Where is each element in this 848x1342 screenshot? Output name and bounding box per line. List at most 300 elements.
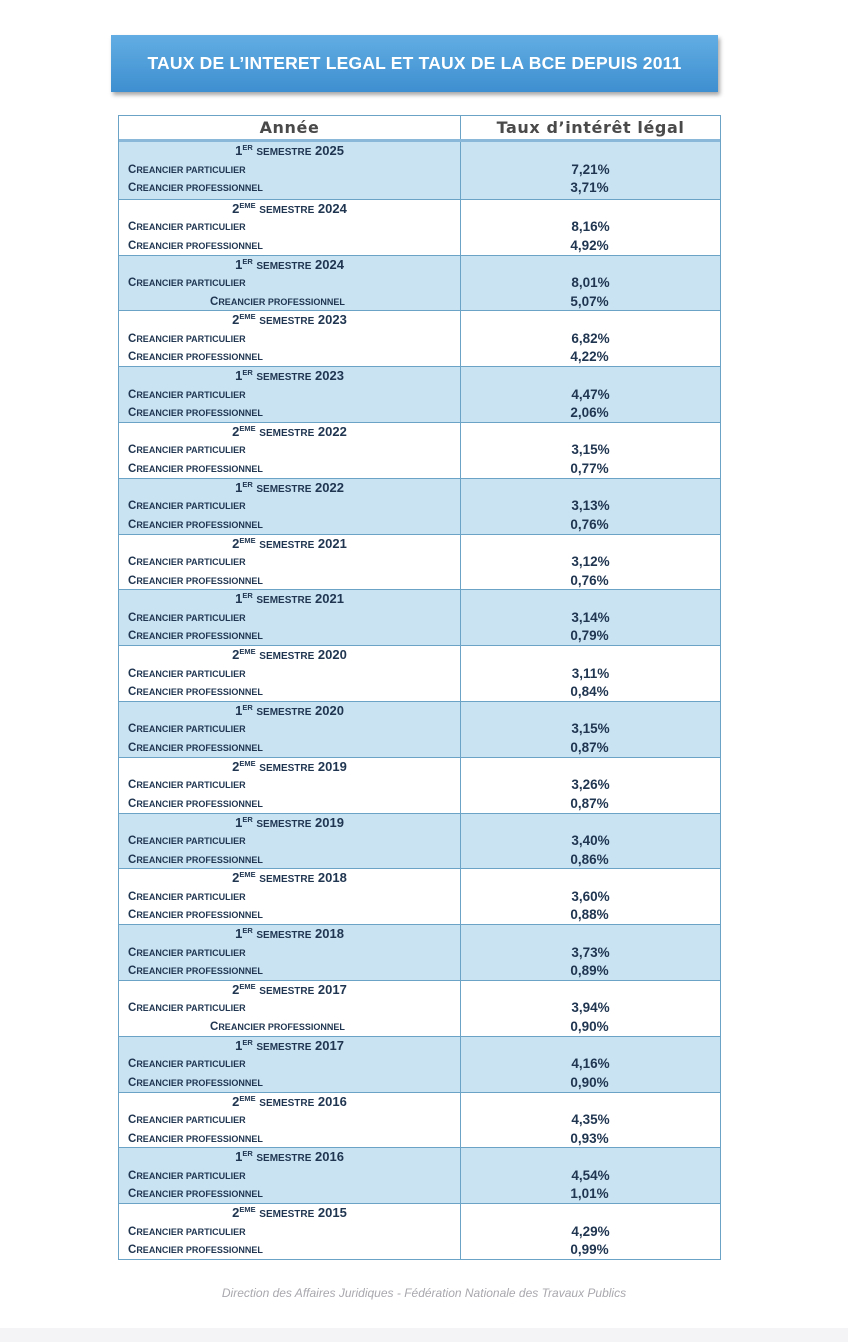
creditor-particulier-label bbox=[128, 999, 246, 1018]
rate-professionnel: 2,06% bbox=[570, 405, 609, 421]
creditor-rest: REANCIER PROFESSIONNEL bbox=[136, 463, 263, 474]
creditor-professionnel-label bbox=[128, 1185, 263, 1204]
period-year: 2019 bbox=[315, 814, 344, 830]
rate-professionnel: 3,71% bbox=[570, 180, 609, 195]
creditor-rest: REANCIER PARTICULIER bbox=[136, 389, 246, 400]
rate-particulier: 4,47% bbox=[571, 386, 610, 402]
rate-particulier: 3,15% bbox=[571, 442, 610, 458]
period-label bbox=[119, 1148, 460, 1167]
creditor-initial: C bbox=[128, 574, 137, 587]
creditor-rest: REANCIER PROFESSIONNEL bbox=[136, 798, 263, 809]
creditor-initial: C bbox=[128, 163, 137, 176]
period-rate-cell bbox=[461, 646, 720, 701]
period-block bbox=[119, 310, 720, 366]
period-word: SEMESTRE bbox=[259, 204, 315, 216]
creditor-initial: C bbox=[128, 351, 137, 364]
period-year-cell bbox=[119, 869, 461, 924]
creditor-rest: REANCIER PROFESSIONNEL bbox=[136, 575, 263, 586]
period-block bbox=[119, 1036, 720, 1092]
period-rate-cell bbox=[461, 479, 720, 534]
creditor-initial: C bbox=[128, 630, 137, 643]
period-rate-cell bbox=[461, 423, 720, 478]
creditor-initial: C bbox=[128, 221, 137, 234]
creditor-rest: REANCIER PROFESSIONNEL bbox=[136, 519, 263, 530]
period-ordinal-suffix: EME bbox=[239, 1093, 256, 1103]
creditor-rest: REANCIER PARTICULIER bbox=[136, 557, 246, 568]
period-ordinal: 2 bbox=[232, 423, 240, 439]
rate-professionnel: 1,01% bbox=[570, 1186, 609, 1202]
period-ordinal-suffix: ER bbox=[242, 143, 253, 152]
period-ordinal: 2 bbox=[232, 981, 240, 997]
period-year-cell bbox=[119, 981, 461, 1036]
creditor-initial: C bbox=[128, 909, 137, 922]
creditor-initial: C bbox=[128, 182, 137, 194]
period-block bbox=[119, 980, 720, 1036]
period-rate-cell bbox=[461, 590, 720, 645]
period-year-cell bbox=[119, 142, 461, 199]
creditor-rest: REANCIER PARTICULIER bbox=[136, 836, 246, 847]
period-word: SEMESTRE bbox=[256, 1153, 312, 1165]
period-block bbox=[119, 1203, 720, 1259]
creditor-initial: C bbox=[128, 835, 137, 848]
period-ordinal: 2 bbox=[232, 1205, 240, 1221]
creditor-initial: C bbox=[210, 1020, 219, 1033]
creditor-initial: C bbox=[128, 407, 137, 420]
table-body bbox=[119, 142, 720, 1259]
period-ordinal: 2 bbox=[232, 758, 240, 774]
creditor-professionnel-label bbox=[210, 293, 345, 312]
rate-professionnel: 0,99% bbox=[570, 1242, 609, 1258]
creditor-initial: C bbox=[128, 1132, 137, 1145]
creditor-initial: C bbox=[128, 1058, 137, 1071]
creditor-initial: C bbox=[128, 1076, 137, 1089]
period-block bbox=[119, 645, 720, 701]
rate-professionnel: 0,84% bbox=[570, 684, 609, 700]
creditor-particulier-label bbox=[128, 1223, 246, 1242]
period-word: SEMESTRE bbox=[259, 427, 315, 439]
period-label bbox=[119, 367, 460, 386]
creditor-rest: REANCIER PROFESSIONNEL bbox=[136, 1245, 263, 1256]
period-year: 2022 bbox=[317, 423, 347, 439]
period-word: SEMESTRE bbox=[256, 1041, 312, 1053]
rate-particulier: 8,01% bbox=[571, 275, 610, 291]
creditor-initial: C bbox=[128, 1188, 137, 1201]
period-block bbox=[119, 757, 720, 813]
period-year: 2021 bbox=[315, 591, 344, 607]
creditor-professionnel-label bbox=[128, 1074, 263, 1093]
period-year-cell bbox=[119, 646, 461, 701]
period-ordinal: 2 bbox=[232, 647, 240, 663]
period-label bbox=[119, 256, 460, 275]
period-year: 2025 bbox=[315, 143, 344, 158]
period-year-cell bbox=[119, 1204, 461, 1259]
period-ordinal-suffix: ER bbox=[242, 1037, 253, 1047]
creditor-initial: C bbox=[128, 277, 137, 290]
creditor-initial: C bbox=[128, 444, 137, 457]
creditor-professionnel-label bbox=[210, 1018, 345, 1037]
period-year-cell bbox=[119, 423, 461, 478]
period-rate-cell bbox=[461, 869, 720, 924]
period-ordinal-suffix: ER bbox=[242, 814, 253, 824]
period-ordinal-suffix: EME bbox=[239, 200, 256, 210]
period-ordinal-suffix: ER bbox=[242, 1149, 253, 1159]
period-ordinal-suffix: ER bbox=[242, 368, 253, 378]
period-year: 2017 bbox=[317, 981, 347, 997]
period-ordinal: 1 bbox=[235, 143, 243, 158]
period-block bbox=[119, 589, 720, 645]
period-rate-cell bbox=[461, 256, 720, 311]
creditor-initial: C bbox=[128, 797, 137, 810]
creditor-rest: REANCIER PROFESSIONNEL bbox=[136, 183, 263, 193]
rate-professionnel: 4,92% bbox=[570, 237, 609, 253]
creditor-professionnel-label bbox=[128, 851, 263, 870]
period-label bbox=[119, 423, 460, 442]
period-word: SEMESTRE bbox=[259, 651, 315, 663]
creditor-initial: C bbox=[128, 686, 137, 699]
creditor-rest: REANCIER PARTICULIER bbox=[136, 445, 246, 456]
period-ordinal: 1 bbox=[235, 591, 243, 607]
rate-professionnel: 0,86% bbox=[570, 851, 609, 867]
creditor-particulier-label bbox=[128, 776, 246, 795]
period-ordinal-suffix: EME bbox=[239, 1205, 256, 1215]
period-ordinal: 1 bbox=[235, 926, 243, 942]
period-rate-cell bbox=[461, 200, 720, 255]
creditor-initial: C bbox=[128, 853, 137, 866]
period-ordinal-suffix: ER bbox=[242, 926, 253, 936]
creditor-rest: REANCIER PARTICULIER bbox=[136, 724, 246, 735]
creditor-rest: REANCIER PROFESSIONNEL bbox=[136, 631, 263, 642]
period-year: 2016 bbox=[315, 1149, 344, 1165]
creditor-particulier-label bbox=[128, 553, 246, 572]
period-block bbox=[119, 701, 720, 757]
period-label bbox=[119, 1037, 460, 1056]
creditor-initial: C bbox=[128, 779, 137, 792]
period-word: SEMESTRE bbox=[256, 147, 312, 158]
creditor-professionnel-label bbox=[128, 237, 263, 256]
rate-professionnel: 0,93% bbox=[570, 1130, 609, 1146]
rate-particulier: 3,26% bbox=[571, 777, 610, 793]
period-word: SEMESTRE bbox=[259, 762, 315, 774]
period-year-cell bbox=[119, 535, 461, 590]
creditor-rest: REANCIER PARTICULIER bbox=[136, 668, 246, 679]
period-label bbox=[119, 981, 460, 1000]
period-word: SEMESTRE bbox=[259, 539, 315, 551]
creditor-initial: C bbox=[128, 946, 137, 959]
period-year-cell bbox=[119, 758, 461, 813]
period-block bbox=[119, 422, 720, 478]
creditor-rest: REANCIER PROFESSIONNEL bbox=[218, 296, 345, 307]
period-year: 2024 bbox=[315, 256, 344, 272]
creditor-professionnel-label bbox=[128, 739, 263, 758]
period-ordinal: 2 bbox=[232, 535, 240, 551]
creditor-rest: REANCIER PROFESSIONNEL bbox=[136, 1077, 263, 1088]
creditor-rest: REANCIER PARTICULIER bbox=[136, 780, 246, 791]
period-year: 2018 bbox=[315, 926, 344, 942]
period-block bbox=[119, 1147, 720, 1203]
rate-particulier: 3,14% bbox=[571, 609, 610, 625]
period-ordinal: 2 bbox=[232, 1093, 240, 1109]
period-ordinal: 2 bbox=[232, 200, 240, 216]
rate-professionnel: 0,76% bbox=[570, 572, 609, 588]
rate-professionnel: 0,79% bbox=[570, 628, 609, 644]
period-year-cell bbox=[119, 367, 461, 422]
creditor-rest: REANCIER PROFESSIONNEL bbox=[136, 352, 263, 363]
rate-professionnel: 0,90% bbox=[570, 1018, 609, 1034]
rate-professionnel: 4,22% bbox=[570, 349, 609, 365]
creditor-rest: REANCIER PARTICULIER bbox=[136, 1115, 246, 1126]
creditor-initial: C bbox=[128, 1225, 137, 1238]
creditor-professionnel-label bbox=[128, 460, 263, 479]
period-year: 2020 bbox=[317, 647, 347, 663]
period-rate-cell bbox=[461, 535, 720, 590]
period-word: SEMESTRE bbox=[256, 818, 312, 830]
creditor-professionnel-label bbox=[128, 348, 263, 367]
rate-professionnel: 0,87% bbox=[570, 795, 609, 811]
period-ordinal: 1 bbox=[235, 1149, 243, 1165]
creditor-rest: REANCIER PARTICULIER bbox=[136, 891, 246, 902]
creditor-rest: REANCIER PROFESSIONNEL bbox=[136, 240, 263, 251]
creditor-rest: REANCIER PROFESSIONNEL bbox=[136, 687, 263, 698]
creditor-professionnel-label bbox=[128, 179, 263, 198]
creditor-initial: C bbox=[128, 741, 137, 754]
creditor-particulier-label bbox=[128, 497, 246, 516]
creditor-initial: C bbox=[128, 239, 137, 252]
period-word: SEMESTRE bbox=[259, 316, 315, 328]
period-year: 2023 bbox=[317, 312, 347, 328]
creditor-particulier-label bbox=[128, 218, 246, 237]
creditor-particulier-label bbox=[128, 161, 246, 180]
creditor-rest: REANCIER PROFESSIONNEL bbox=[136, 1133, 263, 1144]
period-block bbox=[119, 813, 720, 869]
period-label bbox=[119, 1204, 460, 1223]
rate-particulier: 8,16% bbox=[571, 219, 610, 235]
header-rate: Taux d’intérêt légal bbox=[496, 118, 685, 137]
creditor-rest: REANCIER PARTICULIER bbox=[136, 1059, 246, 1070]
creditor-professionnel-label bbox=[128, 516, 263, 535]
creditor-initial: C bbox=[128, 462, 137, 475]
creditor-rest: REANCIER PROFESSIONNEL bbox=[136, 966, 263, 977]
creditor-rest: REANCIER PROFESSIONNEL bbox=[136, 408, 263, 419]
creditor-rest: REANCIER PARTICULIER bbox=[136, 612, 246, 623]
creditor-rest: REANCIER PARTICULIER bbox=[136, 501, 246, 512]
rate-particulier: 3,11% bbox=[571, 665, 610, 681]
creditor-particulier-label bbox=[128, 609, 246, 628]
rate-particulier: 3,94% bbox=[571, 1000, 610, 1016]
creditor-particulier-label bbox=[128, 386, 246, 405]
rate-particulier: 3,15% bbox=[571, 721, 610, 737]
period-word: SEMESTRE bbox=[259, 1209, 315, 1221]
period-block bbox=[119, 478, 720, 534]
period-label bbox=[119, 925, 460, 944]
page-bottom-band bbox=[0, 1328, 848, 1342]
period-ordinal: 1 bbox=[235, 479, 243, 495]
period-ordinal-suffix: EME bbox=[239, 423, 256, 433]
period-word: SEMESTRE bbox=[256, 706, 312, 718]
page-title: TAUX DE L’INTERET LEGAL ET TAUX DE LA BCE DEPUIS 2011 bbox=[147, 53, 682, 73]
period-year-cell bbox=[119, 1037, 461, 1092]
creditor-particulier-label bbox=[128, 888, 246, 907]
period-ordinal-suffix: EME bbox=[239, 647, 256, 657]
period-block bbox=[119, 924, 720, 980]
period-ordinal-suffix: EME bbox=[239, 535, 256, 545]
period-year-cell bbox=[119, 1093, 461, 1148]
period-ordinal-suffix: ER bbox=[242, 702, 253, 712]
creditor-particulier-label bbox=[128, 944, 246, 963]
period-rate-cell bbox=[461, 367, 720, 422]
period-ordinal-suffix: EME bbox=[239, 981, 256, 991]
period-word: SEMESTRE bbox=[256, 595, 312, 607]
rate-professionnel: 0,90% bbox=[570, 1074, 609, 1090]
creditor-rest: REANCIER PARTICULIER bbox=[136, 947, 246, 958]
creditor-rest: REANCIER PROFESSIONNEL bbox=[136, 1189, 263, 1200]
creditor-particulier-label bbox=[128, 330, 246, 349]
period-year: 2022 bbox=[315, 479, 344, 495]
creditor-rest: REANCIER PARTICULIER bbox=[136, 222, 246, 233]
period-year: 2019 bbox=[317, 758, 347, 774]
rate-particulier: 3,13% bbox=[571, 498, 610, 514]
period-word: SEMESTRE bbox=[259, 1097, 315, 1109]
creditor-professionnel-label bbox=[128, 962, 263, 981]
period-block bbox=[119, 366, 720, 422]
creditor-professionnel-label bbox=[128, 1130, 263, 1149]
period-block bbox=[119, 1092, 720, 1148]
period-block bbox=[119, 199, 720, 255]
period-ordinal-suffix: ER bbox=[242, 256, 253, 266]
creditor-particulier-label bbox=[128, 665, 246, 684]
creditor-rest: REANCIER PROFESSIONNEL bbox=[136, 910, 263, 921]
period-label bbox=[119, 814, 460, 833]
rate-professionnel: 0,77% bbox=[570, 460, 609, 476]
title-banner bbox=[111, 35, 718, 92]
creditor-rest: REANCIER PROFESSIONNEL bbox=[136, 742, 263, 753]
rate-professionnel: 0,89% bbox=[570, 963, 609, 979]
period-block bbox=[119, 142, 720, 199]
rate-particulier: 3,12% bbox=[571, 554, 610, 570]
period-year: 2020 bbox=[315, 702, 344, 718]
period-block bbox=[119, 534, 720, 590]
period-word: SEMESTRE bbox=[256, 930, 312, 942]
creditor-rest: REANCIER PARTICULIER bbox=[136, 1170, 246, 1181]
creditor-particulier-label bbox=[128, 1111, 246, 1130]
creditor-initial: C bbox=[210, 295, 219, 308]
rate-professionnel: 0,88% bbox=[570, 907, 609, 923]
creditor-professionnel-label bbox=[128, 404, 263, 423]
period-rate-cell bbox=[461, 981, 720, 1036]
period-rate-cell bbox=[461, 1148, 720, 1203]
period-rate-cell bbox=[461, 1093, 720, 1148]
rate-particulier: 3,60% bbox=[571, 888, 610, 904]
creditor-initial: C bbox=[128, 611, 137, 624]
period-rate-cell bbox=[461, 814, 720, 869]
creditor-initial: C bbox=[128, 332, 137, 345]
period-ordinal-suffix: ER bbox=[242, 591, 253, 601]
creditor-initial: C bbox=[128, 1169, 137, 1182]
period-rate-cell bbox=[461, 702, 720, 757]
creditor-professionnel-label bbox=[128, 572, 263, 591]
creditor-initial: C bbox=[128, 388, 137, 401]
period-ordinal: 1 bbox=[235, 256, 243, 272]
period-word: SEMESTRE bbox=[259, 985, 315, 997]
period-year: 2023 bbox=[315, 368, 344, 384]
creditor-initial: C bbox=[128, 1244, 137, 1257]
period-year-cell bbox=[119, 311, 461, 366]
rate-professionnel: 0,87% bbox=[570, 739, 609, 755]
period-label bbox=[119, 869, 460, 888]
period-year-cell bbox=[119, 702, 461, 757]
creditor-professionnel-label bbox=[128, 683, 263, 702]
period-ordinal: 2 bbox=[232, 870, 240, 886]
period-year: 2018 bbox=[317, 870, 347, 886]
creditor-professionnel-label bbox=[128, 627, 263, 646]
period-ordinal-suffix: EME bbox=[239, 870, 256, 880]
creditor-particulier-label bbox=[128, 720, 246, 739]
period-label bbox=[119, 200, 460, 219]
page-footer: Direction des Affaires Juridiques - Fédération Nationale des Travaux Publics bbox=[221, 1286, 627, 1300]
creditor-initial: C bbox=[128, 723, 137, 736]
period-block bbox=[119, 868, 720, 924]
period-label bbox=[119, 535, 460, 554]
period-label bbox=[119, 590, 460, 609]
period-label bbox=[119, 758, 460, 777]
creditor-rest: REANCIER PARTICULIER bbox=[136, 333, 246, 344]
table-header bbox=[119, 116, 720, 142]
creditor-professionnel-label bbox=[128, 906, 263, 925]
creditor-professionnel-label bbox=[128, 795, 263, 814]
period-word: SEMESTRE bbox=[256, 260, 312, 272]
creditor-rest: REANCIER PARTICULIER bbox=[136, 1003, 246, 1014]
header-year: Année bbox=[119, 116, 461, 139]
period-ordinal-suffix: EME bbox=[239, 312, 256, 322]
period-word: SEMESTRE bbox=[259, 874, 315, 886]
period-year-cell bbox=[119, 925, 461, 980]
period-rate-cell bbox=[461, 142, 720, 199]
rate-particulier: 4,16% bbox=[571, 1056, 610, 1072]
creditor-rest: REANCIER PARTICULIER bbox=[136, 1226, 246, 1237]
period-ordinal: 1 bbox=[235, 702, 243, 718]
period-rate-cell bbox=[461, 1037, 720, 1092]
rate-professionnel: 5,07% bbox=[570, 293, 609, 309]
creditor-rest: REANCIER PARTICULIER bbox=[136, 164, 246, 175]
creditor-initial: C bbox=[128, 500, 137, 513]
period-label bbox=[119, 479, 460, 498]
period-label bbox=[119, 646, 460, 665]
creditor-professionnel-label bbox=[128, 1241, 263, 1260]
period-rate-cell bbox=[461, 311, 720, 366]
period-ordinal-suffix: ER bbox=[242, 479, 253, 489]
period-ordinal: 1 bbox=[235, 368, 243, 384]
period-year: 2021 bbox=[317, 535, 347, 551]
rate-professionnel: 0,76% bbox=[570, 516, 609, 532]
creditor-initial: C bbox=[128, 1002, 137, 1015]
creditor-rest: REANCIER PARTICULIER bbox=[136, 278, 246, 289]
period-label bbox=[119, 142, 460, 161]
period-ordinal-suffix: EME bbox=[239, 758, 256, 768]
creditor-particulier-label bbox=[128, 832, 246, 851]
period-year-cell bbox=[119, 814, 461, 869]
creditor-initial: C bbox=[128, 890, 137, 903]
period-year-cell bbox=[119, 200, 461, 255]
creditor-initial: C bbox=[128, 1114, 137, 1127]
period-rate-cell bbox=[461, 1204, 720, 1259]
creditor-particulier-label bbox=[128, 274, 246, 293]
rate-particulier: 4,54% bbox=[571, 1167, 610, 1183]
creditor-particulier-label bbox=[128, 441, 246, 460]
creditor-initial: C bbox=[128, 556, 137, 569]
period-ordinal: 1 bbox=[235, 814, 243, 830]
rate-particulier: 4,35% bbox=[571, 1112, 610, 1128]
creditor-initial: C bbox=[128, 518, 137, 531]
rate-particulier: 4,29% bbox=[571, 1223, 610, 1239]
